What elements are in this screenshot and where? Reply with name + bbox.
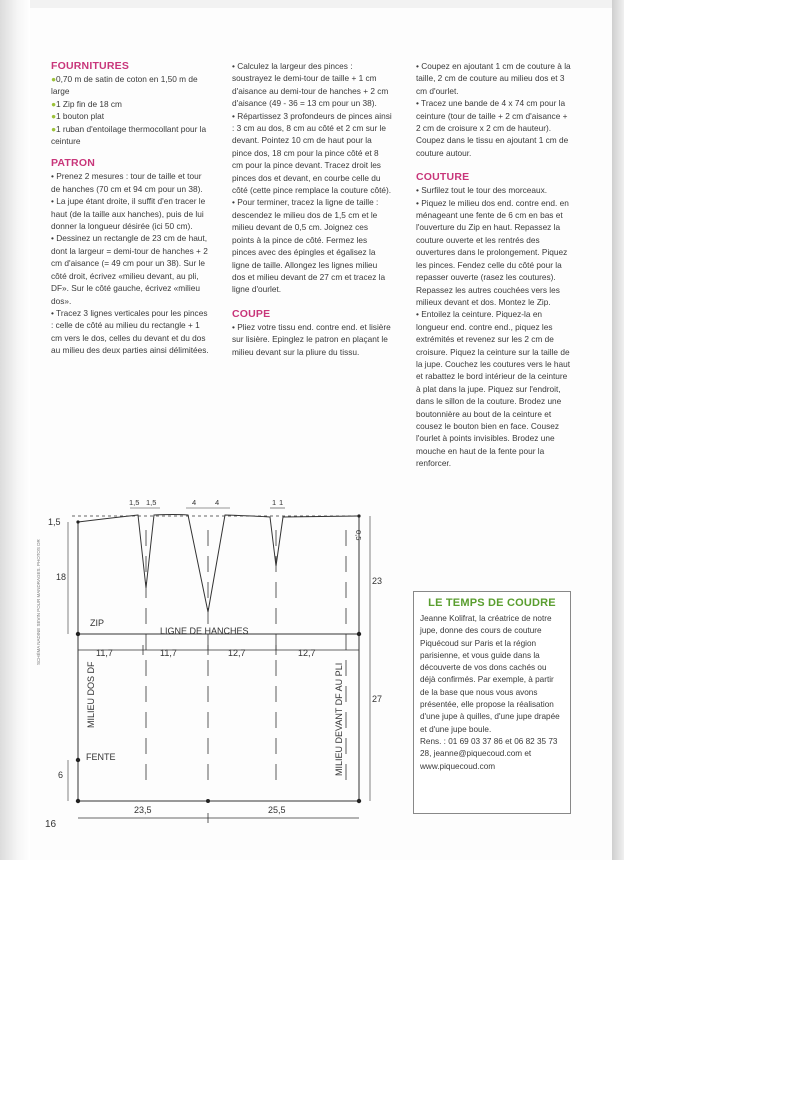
bottom-width-label: 23,5: [134, 805, 152, 815]
corner-point: [357, 799, 361, 803]
fournitures-heading: FOURNITURES: [51, 60, 130, 72]
hip-width-label: 11,7: [160, 648, 177, 658]
dart-width-label: 1,5: [146, 498, 157, 507]
center-front-label: MILIEU DEVANT DF AU PLI: [334, 662, 344, 776]
dart-width-label: 1,5: [129, 498, 140, 507]
bullet-dot-icon: ●: [51, 98, 57, 109]
pinces-paragraph: • Pour terminer, tracez la ligne de taille : descendez le milieu dos de 1,5 cm et le milieu devant de 0,5 cm. Joignez ces points à la pince de côté. Fermez les pinces avec des épingles et égalisez la ligne de taille. Allongez les lignes milieu dos et milieu devant de 27 cm et tracez la ligne d'ourlet.: [232, 197, 386, 295]
right-upper-label: 23: [372, 576, 383, 586]
page-number: 16: [45, 819, 57, 830]
right-top-label: 0,5: [354, 530, 363, 541]
diagram-points: [76, 514, 361, 803]
hip-line-label: LIGNE DE HANCHES: [160, 626, 249, 636]
bottom-width-label: 25,5: [268, 805, 286, 815]
coupe-paragraph: • Tracez une bande de 4 x 74 cm pour la ceinture (tour de taille + 2 cm d'aisance + 2 cm de croisure x 2 cm de hauteur). Coupez dans le tissu en ajoutant 1 cm de couture autour.: [416, 98, 569, 158]
coupe-paragraph: • Pliez votre tissu end. contre end. et lisière sur lisière. Epinglez le patron en plaçant le milieu devant sur la pliure du tissu.: [232, 321, 391, 357]
patron-paragraph: • Prenez 2 mesures : tour de taille et tour de hanches (70 cm et 94 cm pour un 38).: [51, 171, 203, 194]
fente-size-label: 6: [58, 770, 64, 780]
waistline-with-darts: [78, 515, 359, 613]
pinces-paragraph: • Calculez la largeur des pinces : soustrayez le demi-tour de taille + 1 cm d'aisance au demi-tour de hanches + 2 cm d'aisance (49 - 36 = 13 cm pour un 38).: [232, 61, 389, 109]
supply-item-text: 1 Zip fin de 18 cm: [56, 98, 122, 109]
supply-item-text: 1 ruban d'entoilage thermocollant pour la ceinture: [51, 123, 207, 147]
hip-point: [357, 632, 361, 636]
zip-label: ZIP: [90, 618, 105, 628]
dart-width-label: 4: [215, 498, 220, 507]
sidebox-title: LE TEMPS DE COUDRE: [428, 597, 556, 609]
waist-point: [357, 514, 360, 517]
fente-label: FENTE: [86, 752, 116, 762]
couture-paragraph: • Entoilez la ceinture. Piquez-la en longueur end. contre end., piquez les extrémités et revenez sur les 2 cm de croisure. Piquez la ceinture sur la taille de la jupe. Couchez les coutures vers le haut et rabattez le bord intérieur de la ceinture à plat dans la jupe. Piquez sur l'endroit, dans le sillon de la couture. Brodez une boutonnière au bout de la ceinture et cousez le bouton bien en face. Cousez l'ourlet à points invisibles. Brodez une mouche en haut de la fente pour la renforcer.: [416, 309, 571, 469]
left-top-label: 1,5: [48, 517, 61, 527]
hip-width-label: 12,7: [228, 648, 246, 658]
patron-paragraph: • Dessinez un rectangle de 23 cm de haut, dont la largeur = demi-tour de hanches + 2 cm d'aisance (= 49 cm pour un 38). Sur le côté droit, écrivez «milieu devant, au pli, DF». Sur le côté gauche, écrivez «milieu dos».: [51, 233, 208, 306]
hip-point: [76, 632, 80, 636]
pinces-paragraph: • Répartissez 3 profondeurs de pinces ainsi : 3 cm au dos, 8 cm au côté et 2 cm sur le devant. Pointez 10 cm de haut pour la pince dos, 18 cm pour la pince côté et 8 cm pour la pince devant. Tracez droit les pinces dos et devant, en courbe celle du côté (cette pince remplace la couture côté).: [232, 110, 392, 196]
left-height-label: 18: [56, 572, 67, 582]
sidebox-text: Jeanne Kolifrat, la créatrice de notre jupe, donne des cours de couture Piquécoud sur Paris et la région parisienne, et vous guide dans la découverte de vos dons cachés ou déjà confirmés. Par exemple, à partir de la base que nous vous avons présentée, elle propose la réalisation d'une jupe à quilles, d'une jupe drapée et d'une jupe boule.: [420, 614, 560, 734]
pattern-outline: [78, 516, 359, 801]
patron-paragraph: • Tracez 3 lignes verticales pour les pinces : celle de côté au milieu du rectangle + 1 cm vers le dos, celles du devant et du dos au milieu des deux parties ainsi délimitées.: [51, 307, 209, 356]
center-back-label: MILIEU DOS DF: [86, 661, 96, 728]
corner-point: [76, 799, 80, 803]
sidebox-contact: Rens. : 01 69 03 37 86 et 06 82 35 73 28, jeanne@piquecoud.com et www.piquecoud.com: [420, 736, 558, 771]
bullet-dot-icon: ●: [51, 74, 57, 84]
photo-credit: SCHÉMA NADINE SEVIN POUR MANDRAGES. PHOTOS DR: [36, 539, 41, 665]
couture-paragraph: • Surfilez tout le tour des morceaux.: [416, 185, 548, 196]
couture-paragraph: • Piquez le milieu dos end. contre end. en ménageant une fente de 6 cm en bas et l'ouverture du Zip en haut. Repassez la couture ouverte et les rentrés des ouvertures dans le prolongement. Piquez les pinces. Fendez celle du côté pour la repasser ouverte (rasez les coutures). Repassez les autres couchées vers les milieux devant et dos. Montez le Zip.: [416, 197, 569, 307]
bullet-dot-icon: ●: [51, 123, 57, 134]
side-point: [206, 799, 210, 803]
dart-width-label: 4: [192, 498, 197, 507]
hip-width-label: 12,7: [298, 648, 316, 658]
patron-paragraph: • La jupe étant droite, il suffit d'en tracer le haut (de la taille aux hanches), puis de lui donner la longueur désirée (ici 50 cm).: [51, 196, 206, 232]
dart-width-label: 1: [272, 498, 277, 507]
fente-point: [76, 758, 80, 762]
hip-width-label: 11,7: [96, 648, 113, 658]
dart-width-label: 1: [279, 498, 284, 507]
coupe-paragraph: • Coupez en ajoutant 1 cm de couture à la taille, 2 cm de couture au milieu dos et 3 cm d'ourlet.: [416, 61, 571, 96]
waist-point: [76, 520, 79, 523]
right-lower-label: 27: [372, 694, 383, 704]
supply-item-text: 0,70 m de satin de coton en 1,50 m de large: [51, 74, 198, 97]
coupe-heading: COUPE: [232, 307, 271, 320]
patron-heading: PATRON: [51, 157, 95, 170]
couture-heading: COUTURE: [416, 171, 470, 184]
supply-item-text: 1 bouton plat: [56, 111, 104, 122]
bullet-dot-icon: ●: [51, 111, 57, 122]
